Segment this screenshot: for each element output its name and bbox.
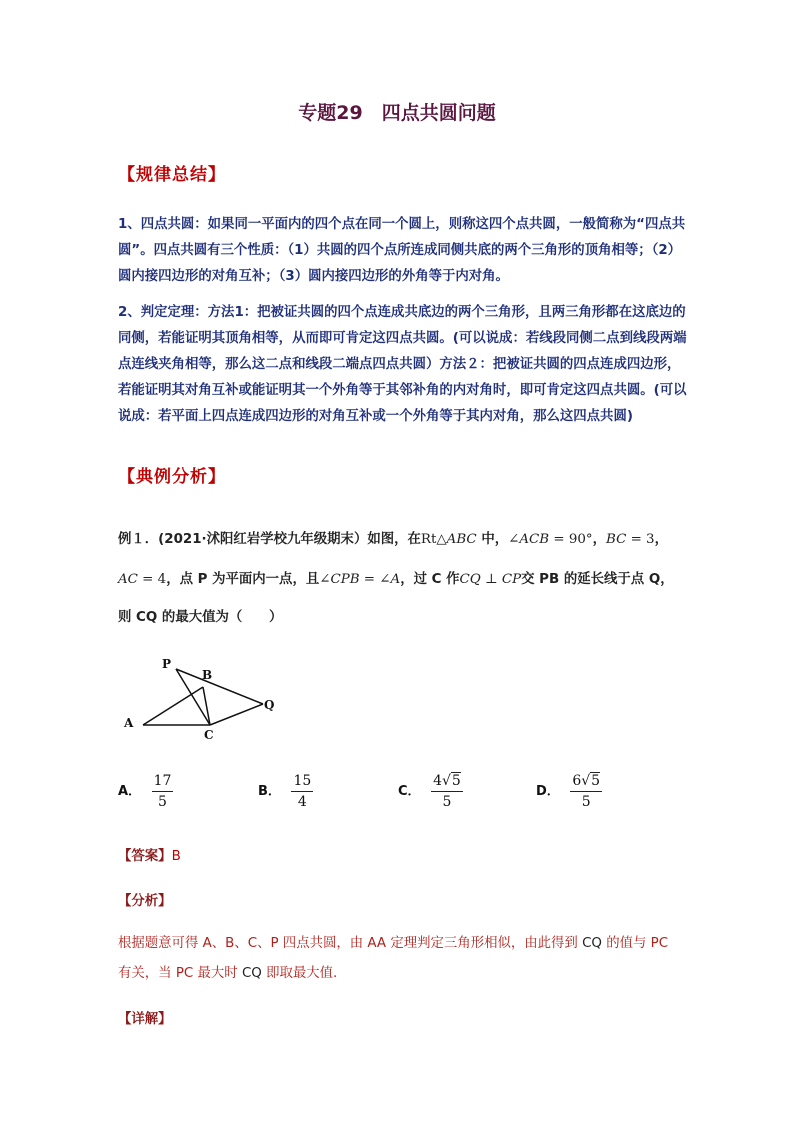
page-title: 专题29 四点共圆问题: [298, 102, 496, 124]
detail-tag: 【详解】: [118, 1012, 172, 1027]
section-heading-examples: 【典例分析】: [118, 467, 226, 487]
analysis-tag: 【分析】: [118, 894, 172, 909]
analysis-text: [118, 932, 698, 992]
rule-paragraph-2: 2、判定定理：方法1：把被证共圆的四个点连成共底边的两个三角形，且两三角形都在这底边的同侧，若能证明其顶角相等，从而即可肯定这四点共圆。(可以说成：若线段同侧二点到线段两端点连线夹角相等，那么这二点和线段二端点四点共圆）方法２：把被证共圆的四点连成四边形，若能证明其对角互补或能证明其一个外角等于其邻补角的内对角时，即可肯定这四点共圆。(可以说成：若平面上四点连成四边形的对角互补或一个外角等于其内对角，那么这四点共圆): [118, 305, 687, 424]
question-line-1: 例１．(2021·沭阳红岩学校九年级期末）如图，在Rt△ABC 中，∠ACB = 90°，BC = 3，: [118, 532, 668, 547]
label-q: Q: [264, 698, 275, 712]
question-line-2: AC = 4，点 P 为平面内一点，且∠CPB = ∠A，过 C 作CQ ⊥ CP交 PB 的延长线于点 Q，: [118, 572, 674, 587]
label-c: C: [204, 728, 214, 742]
question-line-3: 则 CQ 的最大值为（ ）: [118, 610, 283, 625]
sqrt-sign-icon: √: [442, 773, 451, 789]
option-b[interactable]: B． $\frac{15}{4}$: [258, 773, 312, 810]
option-d[interactable]: D． $\frac{6√5}{5}$: [536, 773, 601, 810]
label-a: A: [124, 716, 134, 730]
option-c-fraction: $\frac{4√5}{5}$: [433, 773, 461, 810]
example-question: [118, 524, 698, 624]
option-a-fraction: $\frac{17}{5}$: [153, 773, 172, 810]
answer-tag: 【答案】: [118, 849, 172, 864]
segment-cq: [210, 704, 263, 725]
option-d-fraction: $\frac{6√5}{5}$: [572, 773, 601, 810]
label-p: P: [162, 657, 172, 671]
segment-pq: [176, 669, 263, 704]
rule-paragraph-1: 1、四点共圆：如果同一平面内的四个点在同一个圆上，则称这四个点共圆，一般简称为“四点共圆”。四点共圆有三个性质：（1）共圆的四个点所连成同侧共底的两个三角形的顶角相等；（2）圆内接四边形的对角互补；（3）圆内接四边形的外角等于内对角。: [118, 217, 686, 284]
geometry-figure: [118, 655, 288, 745]
sqrt-sign-icon: √: [581, 773, 591, 789]
section-heading-summary: 【规律总结】: [118, 165, 226, 185]
option-b-fraction: $\frac{15}{4}$: [293, 773, 312, 810]
rules-block: [118, 212, 688, 430]
answer-row: [118, 845, 181, 864]
answer-value: B: [171, 849, 181, 864]
option-c[interactable]: C． $\frac{4√5}{5}$: [398, 773, 461, 810]
analysis-line-1: 根据题意可得 A、B、C、P 四点共圆，由 AA 定理判定三角形相似，由此得到 CQ 的值与 PC: [118, 936, 669, 951]
segment-ab: [143, 687, 203, 725]
analysis-line-2: 有关，当 PC 最大时 CQ 即取最大值.: [118, 966, 338, 981]
option-a[interactable]: A． $\frac{17}{5}$: [118, 773, 172, 810]
label-b: B: [202, 668, 213, 682]
